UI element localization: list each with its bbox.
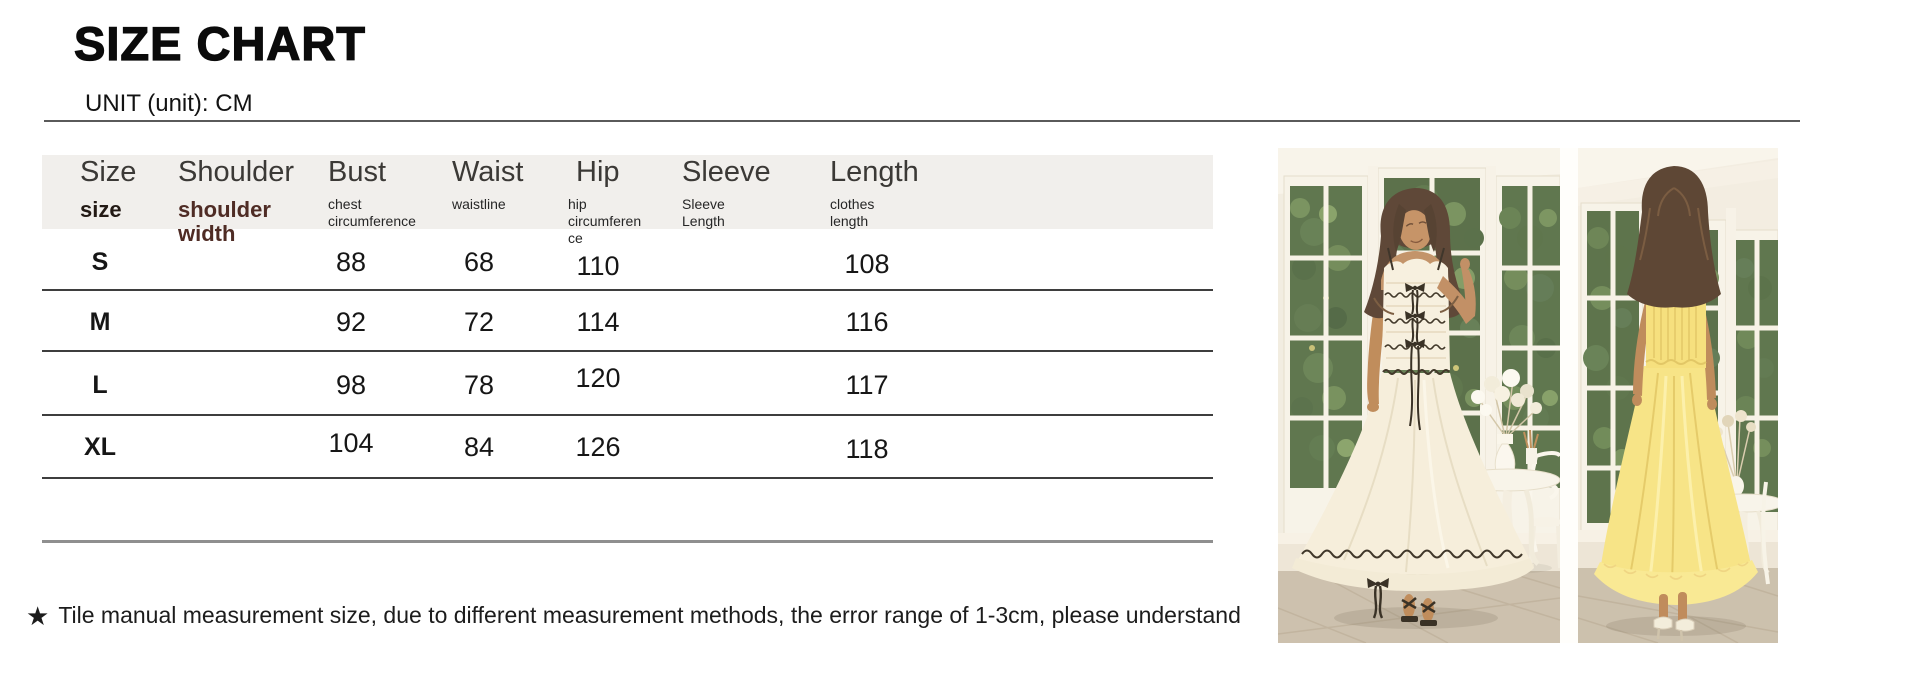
column-label: Waist xyxy=(452,156,524,188)
footnote-text: Tile manual measurement size, due to different measurement methods, the error range of 1-3cm, please understand xyxy=(58,602,1241,628)
cell-hip-s: 110 xyxy=(576,251,620,281)
cell-waist-m: 72 xyxy=(463,307,495,337)
column-label: Length xyxy=(830,156,919,188)
cell-hip-xl: 126 xyxy=(575,432,621,462)
column-header-shoulder xyxy=(178,158,294,246)
column-label: Hip xyxy=(576,156,620,188)
product-photo xyxy=(1278,148,1778,643)
cell-size-l: L xyxy=(92,371,108,399)
column-label: Bust xyxy=(328,156,387,188)
cell-size-xl: XL xyxy=(84,433,116,461)
column-label: Size xyxy=(80,156,137,188)
cell-bust-xl: 104 xyxy=(328,428,374,458)
column-header-waist xyxy=(452,158,523,213)
column-sublabel: Sleeve Length xyxy=(682,196,725,229)
column-sublabel: size xyxy=(80,197,122,222)
table-bottom-divider xyxy=(42,540,1213,543)
star-icon: ★ xyxy=(26,600,50,631)
column-label: Shoulder xyxy=(178,156,295,188)
cell-bust-m: 92 xyxy=(335,307,367,337)
column-sublabel: shoulder width xyxy=(178,197,271,246)
column-header-bust xyxy=(328,158,428,230)
cell-bust-s: 88 xyxy=(335,247,367,277)
column-header-length xyxy=(830,158,919,230)
row-divider xyxy=(42,414,1213,416)
cell-waist-xl: 84 xyxy=(463,432,495,462)
column-header-hip xyxy=(568,158,648,246)
unit-label: UNIT (unit): CM xyxy=(85,90,253,117)
cell-length-m: 116 xyxy=(845,307,889,337)
column-label: Sleeve xyxy=(682,156,771,188)
cell-waist-l: 78 xyxy=(463,370,495,400)
column-header-size xyxy=(80,158,136,222)
column-sublabel: hip circumference xyxy=(568,196,642,246)
row-divider xyxy=(42,289,1213,291)
cell-size-m: M xyxy=(89,308,111,336)
light-overlay xyxy=(1278,148,1778,643)
cell-size-s: S xyxy=(91,248,109,276)
cell-hip-m: 114 xyxy=(576,307,620,337)
top-divider xyxy=(44,120,1800,122)
row-divider xyxy=(42,350,1213,352)
cell-bust-l: 98 xyxy=(335,370,367,400)
cell-length-s: 108 xyxy=(844,249,890,279)
column-header-sleeve xyxy=(682,158,771,230)
row-divider xyxy=(42,477,1213,479)
cell-hip-l: 120 xyxy=(575,363,621,393)
column-sublabel: chest circumference xyxy=(328,196,416,229)
column-sublabel: waistline xyxy=(452,196,506,212)
cell-waist-s: 68 xyxy=(463,247,495,277)
page-title: SIZE CHART xyxy=(74,17,366,70)
column-sublabel: clothes length xyxy=(830,196,875,229)
cell-length-xl: 118 xyxy=(845,434,889,464)
measurement-footnote xyxy=(26,602,1241,629)
cell-length-l: 117 xyxy=(845,370,889,400)
